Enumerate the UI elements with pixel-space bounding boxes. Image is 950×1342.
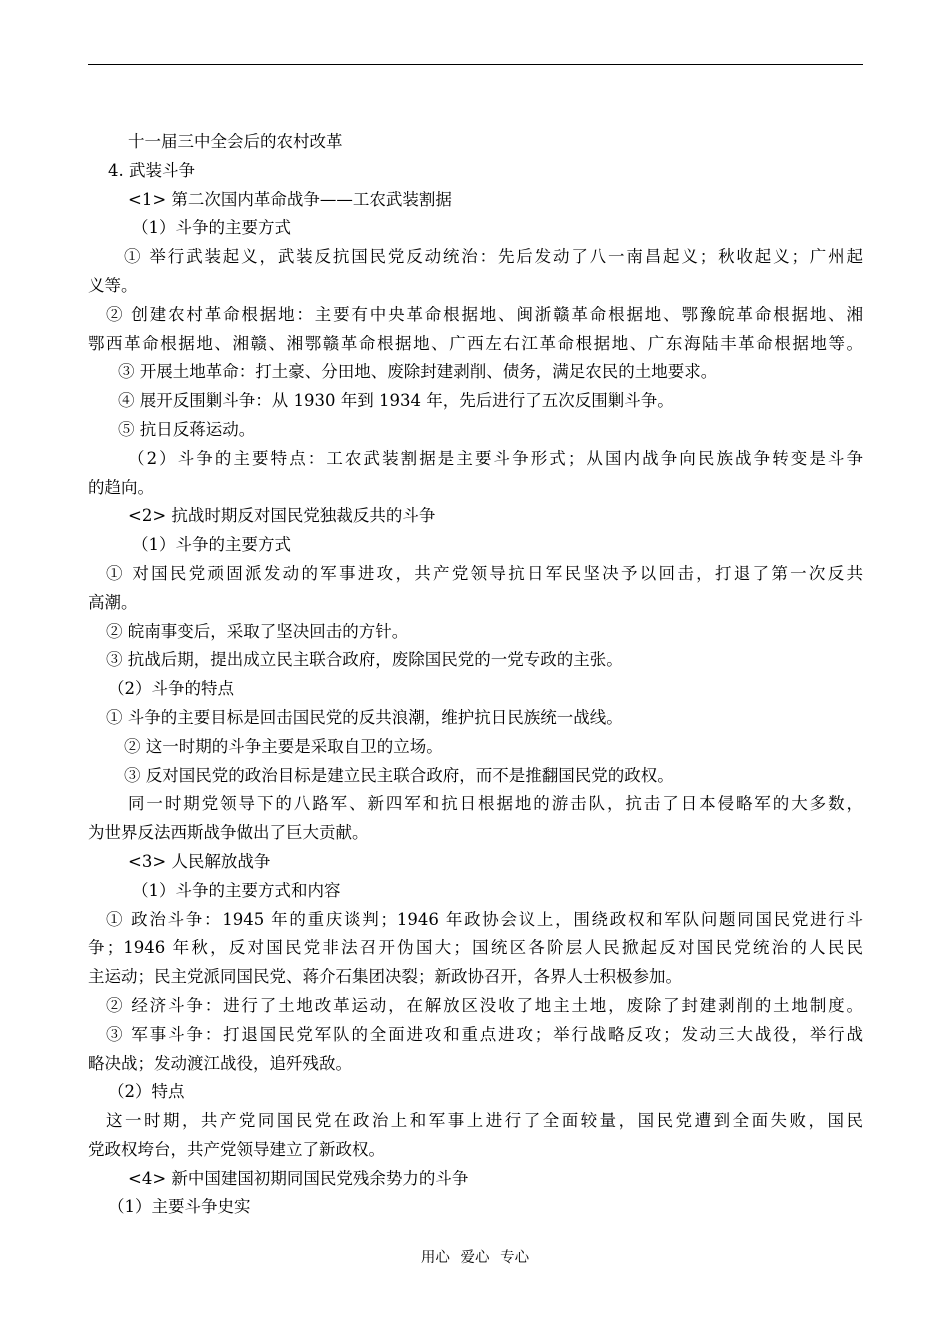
paragraph-line: ① 对国民党顽固派发动的军事进攻，共产党领导抗日军民坚决予以回击，打退了第一次反共	[106, 563, 863, 583]
paragraph-line: ③ 开展土地革命：打土豪、分田地、废除封建剥削、债务，满足农民的土地要求。	[118, 362, 718, 382]
paragraph-line: ② 经济斗争：进行了土地改革运动，在解放区没收了地主土地，废除了封建剥削的土地制度。	[106, 995, 863, 1015]
paragraph-line: ③ 抗战后期，提出成立民主联合政府，废除国民党的一党专政的主张。	[106, 650, 623, 670]
paragraph-line: 略决战；发动渡江战役，追歼残敌。	[88, 1053, 352, 1073]
paragraph-line: （2）斗争的特点	[108, 679, 234, 699]
paragraph-line: ③ 反对国民党的政治目标是建立民主联合政府，而不是推翻国民党的政权。	[124, 765, 674, 785]
paragraph-line: 鄂西革命根据地、湘赣、湘鄂赣革命根据地、广西左右江革命根据地、广东海陆丰革命根据地等。	[88, 333, 863, 353]
paragraph-line: 这一时期，共产党同国民党在政治上和军事上进行了全面较量，国民党遭到全面失败，国民	[106, 1111, 863, 1131]
paragraph-line: （1）斗争的主要方式和内容	[132, 880, 341, 900]
paragraph-line: ④ 展开反围剿斗争：从 1930 年到 1934 年，先后进行了五次反围剿斗争。	[118, 391, 674, 411]
paragraph-line: 义等。	[88, 275, 138, 295]
paragraph-line: 的趋向。	[88, 477, 154, 497]
paragraph-line: （2）斗争的主要特点：工农武装割据是主要斗争形式；从国内战争向民族战争转变是斗争	[128, 448, 863, 468]
paragraph-line: 4. 武装斗争	[108, 160, 195, 180]
paragraph-line: （2）特点	[108, 1082, 185, 1102]
paragraph-line: ② 创建农村革命根据地：主要有中央革命根据地、闽浙赣革命根据地、鄂豫皖革命根据地、湘	[106, 304, 863, 324]
paragraph-line: ⑤ 抗日反蒋运动。	[118, 419, 256, 439]
paragraph-line: （1）主要斗争史实	[108, 1197, 251, 1217]
paragraph-line: ② 皖南事变后，采取了坚决回击的方针。	[106, 621, 409, 641]
document-body	[88, 128, 863, 1222]
paragraph-line: ③ 军事斗争：打退国民党军队的全面进攻和重点进攻；举行战略反攻；发动三大战役，举行战	[106, 1024, 863, 1044]
paragraph-line: 十一届三中全会后的农村改革	[128, 132, 343, 151]
paragraph-line: 党政权垮台，共产党领导建立了新政权。	[88, 1139, 385, 1159]
paragraph-line: ① 斗争的主要目标是回击国民党的反共浪潮，维护抗日民族统一战线。	[106, 707, 623, 727]
header-rule	[88, 64, 863, 65]
paragraph-line: ① 举行武装起义，武装反抗国民党反动统治：先后发动了八一南昌起义；秋收起义；广州起	[124, 247, 863, 267]
paragraph-line: 高潮。	[88, 592, 138, 612]
paragraph-line: <3> 人民解放战争	[128, 851, 271, 871]
paragraph-line: 为世界反法西斯战争做出了巨大贡献。	[88, 823, 369, 843]
page-footer: 用心 爱心 专心	[420, 1250, 530, 1266]
paragraph-line: 争；1946 年秋，反对国民党非法召开伪国大；国统区各阶层人民掀起反对国民党统治的人民民	[88, 938, 863, 958]
paragraph-line: ① 政治斗争：1945 年的重庆谈判；1946 年政协会议上，围绕政权和军队问题同国民党进行斗	[106, 909, 863, 929]
paragraph-line: <1> 第二次国内革命战争——工农武装割据	[128, 189, 452, 209]
paragraph-line: 同一时期党领导下的八路军、新四军和抗日根据地的游击队，抗击了日本侵略军的大多数，	[128, 794, 863, 814]
paragraph-line: （1）斗争的主要方式	[132, 535, 291, 555]
paragraph-line: ② 这一时期的斗争主要是采取自卫的立场。	[124, 736, 443, 756]
paragraph-line: （1）斗争的主要方式	[132, 218, 291, 238]
paragraph-line: <4> 新中国建国初期同国民党残余势力的斗争	[128, 1168, 469, 1188]
paragraph-line: 主运动；民主党派同国民党、蒋介石集团决裂；新政协召开，各界人士积极参加。	[88, 967, 682, 987]
paragraph-line: <2> 抗战时期反对国民党独裁反共的斗争	[128, 506, 436, 526]
